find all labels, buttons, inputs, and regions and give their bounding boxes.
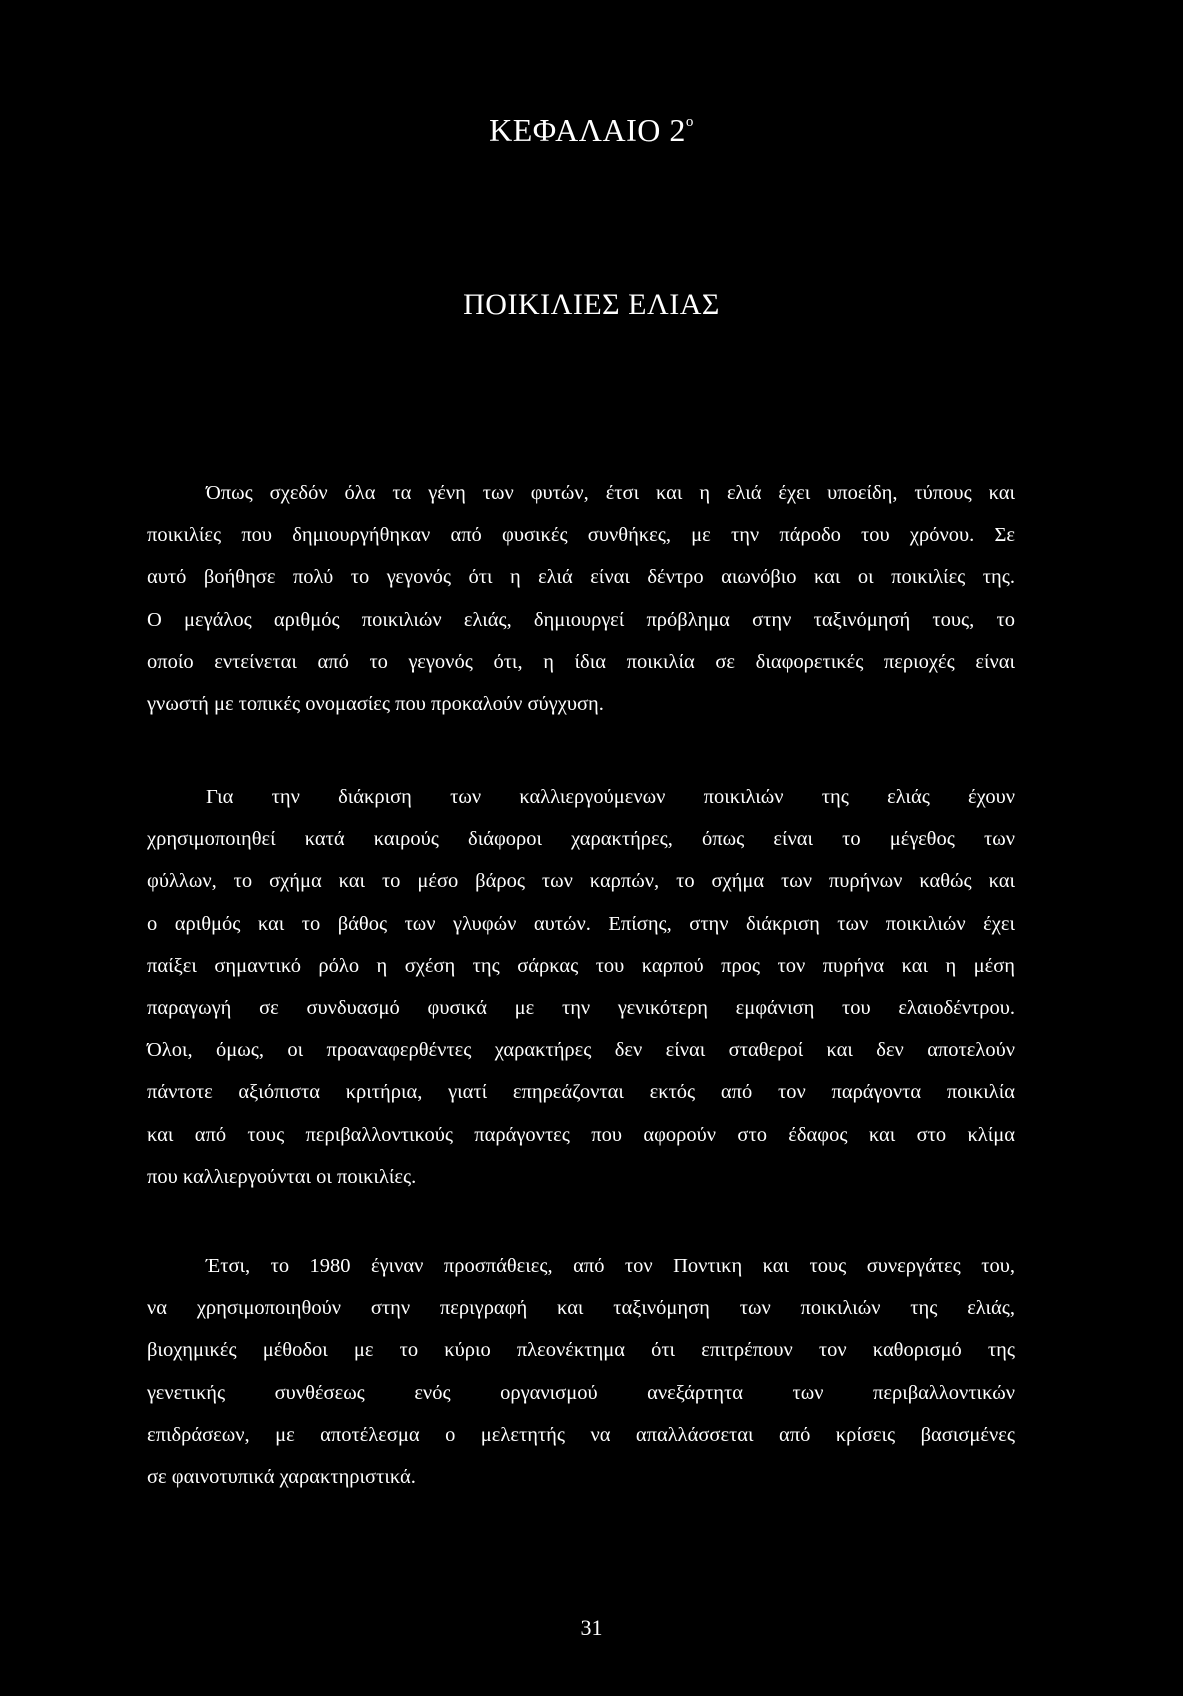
paragraph-line: χρησιμοποιηθεί κατά καιρούς διάφοροι χαρακτήρες, όπως είναι το μέγεθος των — [147, 828, 1015, 851]
paragraph-2 — [147, 776, 1015, 1198]
paragraph-line: οποίο εντείνεται από το γεγονός ότι, η ίδια ποικιλία σε διαφορετικές περιοχές είναι — [147, 650, 1015, 673]
paragraph-line: φύλλων, το σχήμα και το μέσο βάρος των καρπών, το σχήμα των πυρήνων καθώς και — [147, 870, 1015, 893]
paragraph-line: σε φαινοτυπικά χαρακτηριστικά. — [147, 1465, 416, 1488]
paragraph-line: Όπως σχεδόν όλα τα γένη των φυτών, έτσι και η ελιά έχει υποείδη, τύπους και — [206, 482, 1015, 504]
paragraph-line: παίξει σημαντικό ρόλο η σχέση της σάρκας του καρπού προς τον πυρήνα και η μέση — [147, 954, 1015, 977]
paragraph-line: που καλλιεργούνται οι ποικιλίες. — [147, 1165, 417, 1188]
paragraph-line: βιοχημικές μέθοδοι με το κύριο πλεονέκτημα ότι επιτρέπουν τον καθορισμό της — [147, 1339, 1015, 1362]
section-title: ΠΟΙΚΙΛΙΕΣ ΕΛΙΑΣ — [463, 288, 720, 321]
paragraph-line: γενετικής συνθέσεως ενός οργανισμού ανεξάρτητα των περιβαλλοντικών — [147, 1381, 1015, 1404]
paragraph-line: Ο μεγάλος αριθμός ποικιλιών ελιάς, δημιουργεί πρόβλημα στην ταξινόμησή τους, το — [147, 608, 1015, 631]
paragraph-line: ο αριθμός και το βάθος των γλυφών αυτών. Επίσης, στην διάκριση των ποικιλιών έχει — [147, 912, 1015, 935]
page-number: 31 — [580, 1615, 603, 1640]
paragraph-line: αυτό βοήθησε πολύ το γεγονός ότι η ελιά είναι δέντρο αιωνόβιο και οι ποικιλίες της. — [147, 566, 1015, 589]
paragraph-line: παραγωγή σε συνδυασμό φυσικά με την γενικότερη εμφάνιση του ελαιοδέντρου. — [147, 996, 1015, 1019]
paragraph-line: πάντοτε αξιόπιστα κριτήρια, γιατί επηρεάζονται εκτός από τον παράγοντα ποικιλία — [147, 1081, 1015, 1104]
paragraph-1 — [147, 472, 1015, 725]
paragraph-line: γνωστή με τοπικές ονομασίες που προκαλούν σύγχυση. — [147, 692, 604, 715]
chapter-title — [0, 112, 1183, 149]
chapter-title-superscript: ο — [685, 114, 694, 130]
chapter-title-text: ΚΕΦΑΛΑΙΟ 2 — [489, 112, 686, 148]
paragraph-line: να χρησιμοποιηθούν στην περιγραφή και ταξινόμηση των ποικιλιών της ελιάς, — [147, 1297, 1015, 1320]
paragraph-line: Για την διάκριση των καλλιεργούμενων ποικιλιών της ελιάς έχουν — [206, 786, 1015, 808]
paragraph-line: Όλοι, όμως, οι προαναφερθέντες χαρακτήρες δεν είναι σταθεροί και δεν αποτελούν — [147, 1039, 1015, 1062]
paragraph-3 — [147, 1245, 1015, 1498]
paragraph-line: ποικιλίες που δημιουργήθηκαν από φυσικές συνθήκες, με την πάροδο του χρόνου. Σε — [147, 524, 1015, 547]
paragraph-line: και από τους περιβαλλοντικούς παράγοντες που αφορούν στο έδαφος και στο κλίμα — [147, 1123, 1015, 1146]
paragraph-line: επιδράσεων, με αποτέλεσμα ο μελετητής να απαλλάσσεται από κρίσεις βασισμένες — [147, 1423, 1015, 1446]
paragraph-line: Έτσι, το 1980 έγιναν προσπάθειες, από τον Ποντικη και τους συνεργάτες του, — [206, 1255, 1015, 1277]
